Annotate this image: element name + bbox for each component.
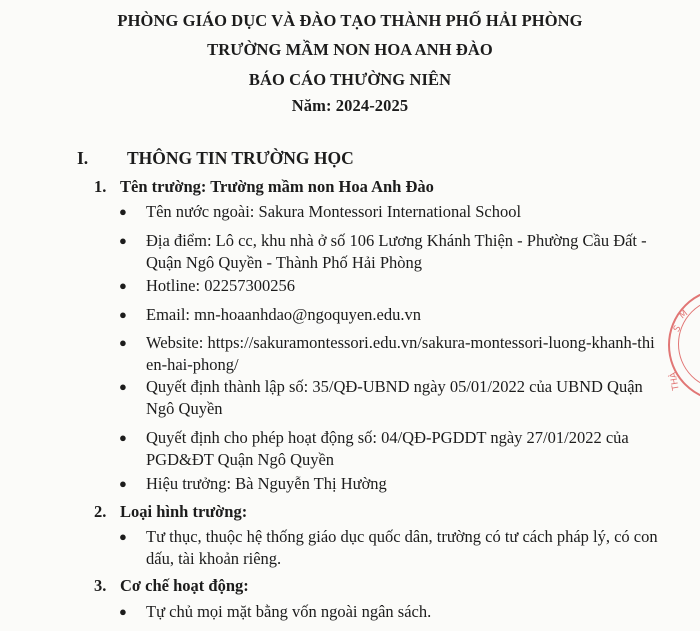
bullet-icon: ● — [119, 278, 127, 293]
stamp-letter: M — [677, 308, 691, 322]
section-heading — [77, 148, 354, 169]
bullet-icon: ● — [119, 529, 127, 544]
list-item-text: Website: https://sakuramontessori.edu.vn/sakura-montessori-luong-khanh-thien-hai-phong/ — [146, 333, 655, 374]
list-item — [119, 427, 664, 471]
bullet-icon: ● — [119, 476, 127, 491]
bullet-icon: ● — [119, 379, 127, 394]
bullet-icon: ● — [119, 204, 127, 219]
school-heading: TRƯỜNG MẦM NON HOA ANH ĐÀO — [207, 40, 493, 59]
subsection-number: 1. — [94, 177, 107, 196]
list-item — [119, 201, 664, 223]
list-item — [119, 376, 664, 420]
list-item — [119, 332, 659, 376]
bullet-icon: ● — [119, 604, 127, 619]
subsection-1-heading — [94, 177, 434, 197]
report-title: BÁO CÁO THƯỜNG NIÊN — [248, 70, 452, 89]
list-item-text: Hiệu trưởng: Bà Nguyễn Thị Hường — [146, 474, 387, 493]
list-item — [119, 473, 664, 495]
subsection-2-heading — [94, 502, 247, 522]
list-item — [119, 601, 664, 623]
list-item — [119, 230, 664, 274]
subsection-title: Loại hình trường: — [120, 502, 248, 521]
list-item — [119, 304, 664, 326]
section-number: I. — [77, 148, 89, 168]
bullet-icon: ● — [119, 307, 127, 322]
subsection-title: Tên trường: Trường mầm non Hoa Anh Đào — [120, 177, 434, 196]
bullet-icon: ● — [119, 335, 127, 350]
subsection-3-heading — [94, 576, 249, 596]
section-title: THÔNG TIN TRƯỜNG HỌC — [127, 148, 354, 168]
subsection-title: Cơ chế hoạt động: — [120, 576, 249, 595]
list-item-text: Quyết định thành lập số: 35/QĐ-UBND ngày 05/01/2022 của UBND Quận Ngô Quyền — [146, 377, 643, 418]
report-year: Năm: 2024-2025 — [291, 96, 409, 115]
department-heading: PHÒNG GIÁO DỤC VÀ ĐÀO TẠO THÀNH PHỐ HẢI PHÒNG — [117, 11, 583, 30]
bullet-icon: ● — [119, 233, 127, 248]
list-item-text: Địa điểm: Lô cc, khu nhà ở số 106 Lương Khánh Thiện - Phường Cầu Đất - Quận Ngô Quyền - Thành Phố Hải Phòng — [146, 231, 647, 272]
list-item-text: Email: mn-hoaanhdao@ngoquyen.edu.vn — [146, 305, 422, 324]
list-item-text: Tên nước ngoài: Sakura Montessori International School — [146, 202, 522, 221]
list-item — [119, 275, 664, 297]
list-item-text: Hotline: 02257300256 — [146, 276, 295, 295]
list-item — [119, 526, 664, 570]
stamp-letter: THÀ — [668, 371, 682, 391]
subsection-number: 3. — [94, 576, 107, 595]
subsection-number: 2. — [94, 502, 107, 521]
official-stamp — [668, 288, 700, 402]
bullet-icon: ● — [119, 430, 127, 445]
list-item-text: Quyết định cho phép hoạt động số: 04/QĐ-PGDDT ngày 27/01/2022 của PGD&ĐT Quận Ngô Quyền — [146, 428, 629, 469]
list-item-text: Tự chủ mọi mặt bằng vốn ngoài ngân sách. — [146, 602, 432, 621]
stamp-letter: S — [672, 324, 684, 334]
list-item-text: Tư thục, thuộc hệ thống giáo dục quốc dân, trường có tư cách pháp lý, có con dấu, tài khoản riêng. — [146, 527, 658, 568]
